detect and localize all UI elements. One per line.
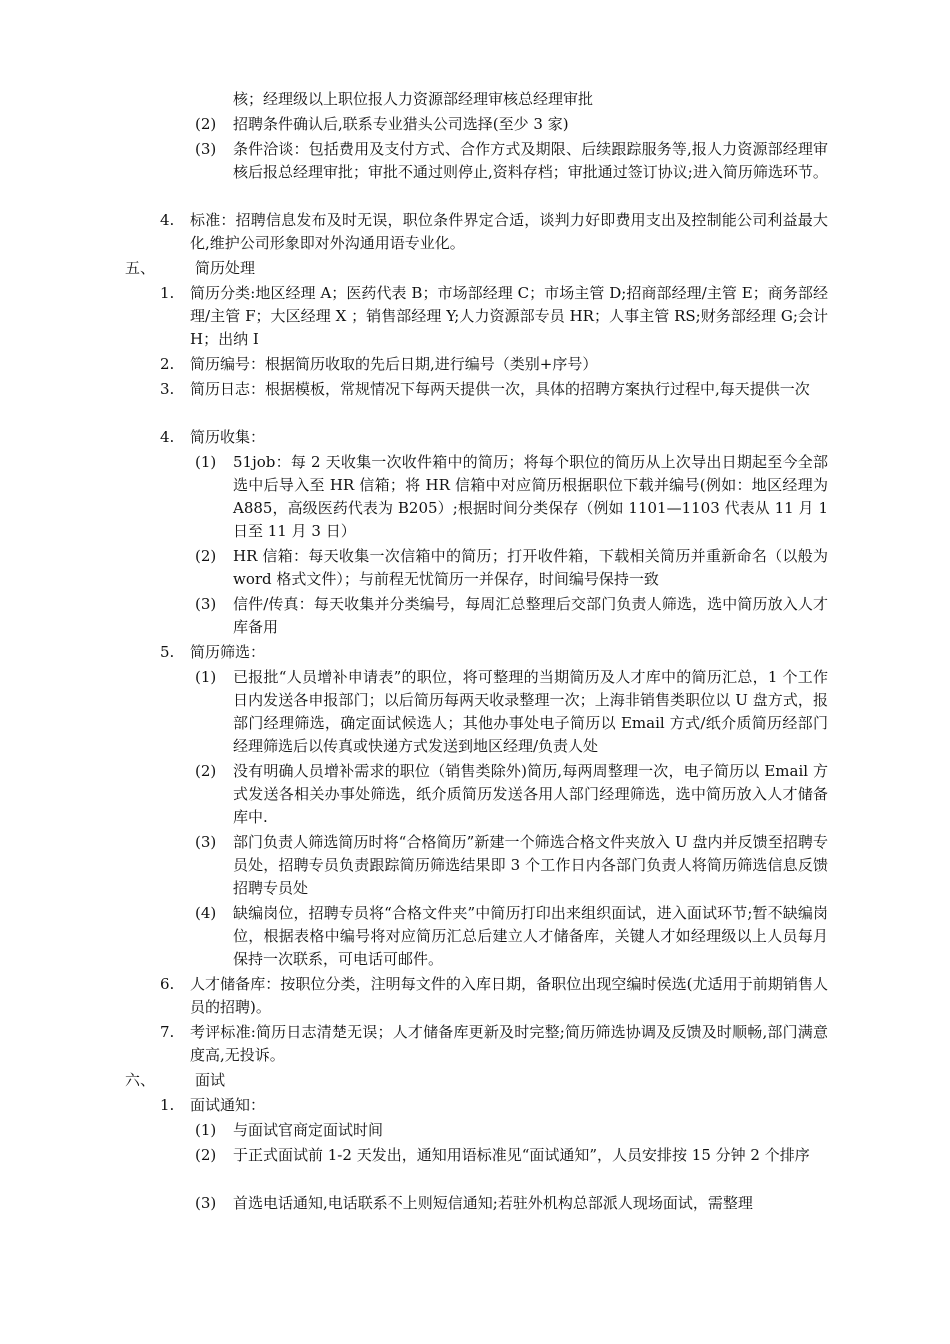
item-number: (3): [195, 1194, 217, 1212]
item-text: 面试通知：: [190, 1096, 266, 1114]
list-item: [160, 378, 828, 401]
item-number: 4.: [160, 211, 175, 229]
item-text: 首选电话通知,电话联系不上则短信通知;若驻外机构总部派人现场面试，需整理: [233, 1194, 753, 1212]
item-number: 7.: [160, 1023, 175, 1041]
list-item: [195, 113, 828, 136]
list-item: [195, 593, 828, 639]
item-text: 已报批“人员增补申请表”的职位，将可整理的当期简历及人才库中的简历汇总，1 个工作日内发送各申报部门；以后简历每两天收录整理一次；上海非销售类职位以 U 盘方式，报部门经理筛选，确定面试候选人；其他办事处电子简历以 Email 方式/纸介质简历经部门经理筛选后以传真或快递方式发送到地区经理/负责人处: [233, 668, 828, 755]
item-text: 考评标准:简历日志清楚无误；人才储备库更新及时完整;简历筛选协调及反馈及时顺畅,部门满意度高,无投诉。: [190, 1023, 828, 1064]
item-number: 5.: [160, 643, 175, 661]
list-item: [160, 353, 828, 376]
section-heading: [125, 257, 825, 280]
list-item: [160, 1021, 828, 1067]
item-text: 核；经理级以上职位报人力资源部经理审核总经理审批: [233, 90, 594, 108]
item-text: 简历编号：根据简历收取的先后日期,进行编号（类别+序号）: [190, 355, 598, 373]
item-number: 1.: [160, 284, 175, 302]
item-text: 面试: [195, 1071, 226, 1089]
list-item: [160, 973, 828, 1019]
list-item: [160, 426, 828, 449]
item-text: 简历收集：: [190, 428, 266, 446]
item-text: 缺编岗位，招聘专员将“合格文件夹”中简历打印出来组织面试，进入面试环节;暂不缺编岗位，根据表格中编号将对应简历汇总后建立人才储备库，关键人才如经理级以上人员每月保持一次联系，可电话可邮件。: [233, 904, 828, 968]
item-text: HR 信箱：每天收集一次信箱中的简历；打开收件箱，下载相关简历并重新命名（以般为 word 格式文件）；与前程无忧简历一并保存，时间编号保持一致: [233, 547, 828, 588]
item-number: (2): [195, 115, 217, 133]
list-item: [160, 1094, 828, 1117]
item-number: 1.: [160, 1096, 175, 1114]
list-item: [195, 760, 828, 829]
list-item: [160, 641, 828, 664]
list-item: [195, 138, 828, 184]
item-text: 简历分类:地区经理 A；医药代表 B；市场部经理 C；市场主管 D;招商部经理/主管 E；商务部经理/主管 F；大区经理 X ；销售部经理 Y;人力资源部专员 HR；人事主管 RS;财务部经理 G;会计 H；出纳 I: [190, 284, 828, 348]
item-number: 6.: [160, 975, 175, 993]
item-text: 与面试官商定面试时间: [233, 1121, 384, 1139]
list-item: [195, 1144, 828, 1167]
item-number: (2): [195, 547, 217, 565]
item-text: 部门负责人筛选简历时将“合格简历”新建一个筛选合格文件夹放入 U 盘内并反馈至招聘专员处，招聘专员负责跟踪简历筛选结果即 3 个工作日内各部门负责人将简历筛选信息反馈招聘专员处: [233, 833, 828, 897]
item-text: 信件/传真：每天收集并分类编号，每周汇总整理后交部门负责人筛选，选中简历放入人才库备用: [233, 595, 828, 636]
item-number: (3): [195, 833, 217, 851]
list-item: [233, 88, 828, 111]
item-text: 人才储备库：按职位分类，注明每文件的入库日期，备职位出现空编时侯选(尤适用于前期销售人员的招聘)。: [190, 975, 828, 1016]
item-text: 条件洽谈：包括费用及支付方式、合作方式及期限、后续跟踪服务等,报人力资源部经理审核后报总经理审批；审批不通过则停止,资料存档；审批通过签订协议;进入简历筛选环节。: [233, 140, 828, 181]
item-text: 标准：招聘信息发布及时无误，职位条件界定合适，谈判力好即费用支出及控制能公司利益最大化,维护公司形象即对外沟通用语专业化。: [190, 211, 828, 252]
list-item: [195, 1119, 828, 1142]
list-item: [195, 666, 828, 758]
item-text: 招聘条件确认后,联系专业猎头公司选择(至少 3 家): [233, 115, 569, 133]
item-number: 3.: [160, 380, 175, 398]
item-number: (1): [195, 1121, 217, 1139]
item-number: (2): [195, 1146, 217, 1164]
item-number: 六、: [125, 1071, 156, 1089]
item-number: (3): [195, 595, 217, 613]
item-number: 4.: [160, 428, 175, 446]
list-item: [195, 451, 828, 543]
item-text: 没有明确人员增补需求的职位（销售类除外)简历,每两周整理一次，电子简历以 Email 方式发送各相关办事处筛选，纸介质简历发送各用人部门经理筛选，选中简历放入人才储备库中.: [233, 762, 828, 826]
item-number: (4): [195, 904, 217, 922]
item-number: (2): [195, 762, 217, 780]
item-number: (1): [195, 453, 217, 471]
item-text: 于正式面试前 1-2 天发出，通知用语标准见“面试通知”，人员安排按 15 分钟 2 个排序: [233, 1146, 810, 1164]
list-item: [195, 831, 828, 900]
item-number: 2.: [160, 355, 175, 373]
item-text: 简历筛选：: [190, 643, 266, 661]
item-number: (3): [195, 140, 217, 158]
item-number: (1): [195, 668, 217, 686]
list-item: [195, 545, 828, 591]
item-text: 简历日志：根据模板，常规情况下每两天提供一次，具体的招聘方案执行过程中,每天提供一次: [190, 380, 810, 398]
list-item: [160, 209, 828, 255]
list-item: [195, 902, 828, 971]
item-number: 五、: [125, 259, 156, 277]
item-text: 简历处理: [195, 259, 256, 277]
list-item: [195, 1192, 828, 1215]
item-text: 51job：每 2 天收集一次收件箱中的简历；将每个职位的简历从上次导出日期起至今全部选中后导入至 HR 信箱；将 HR 信箱中对应简历根据职位下载并编号(例如：地区经理为 A885，高级医药代表为 B205）;根据时间分类保存（例如 1101—1103 代表从 11 月 1 日至 11 月 3 日）: [233, 453, 828, 540]
section-heading: [125, 1069, 825, 1092]
list-item: [160, 282, 828, 351]
